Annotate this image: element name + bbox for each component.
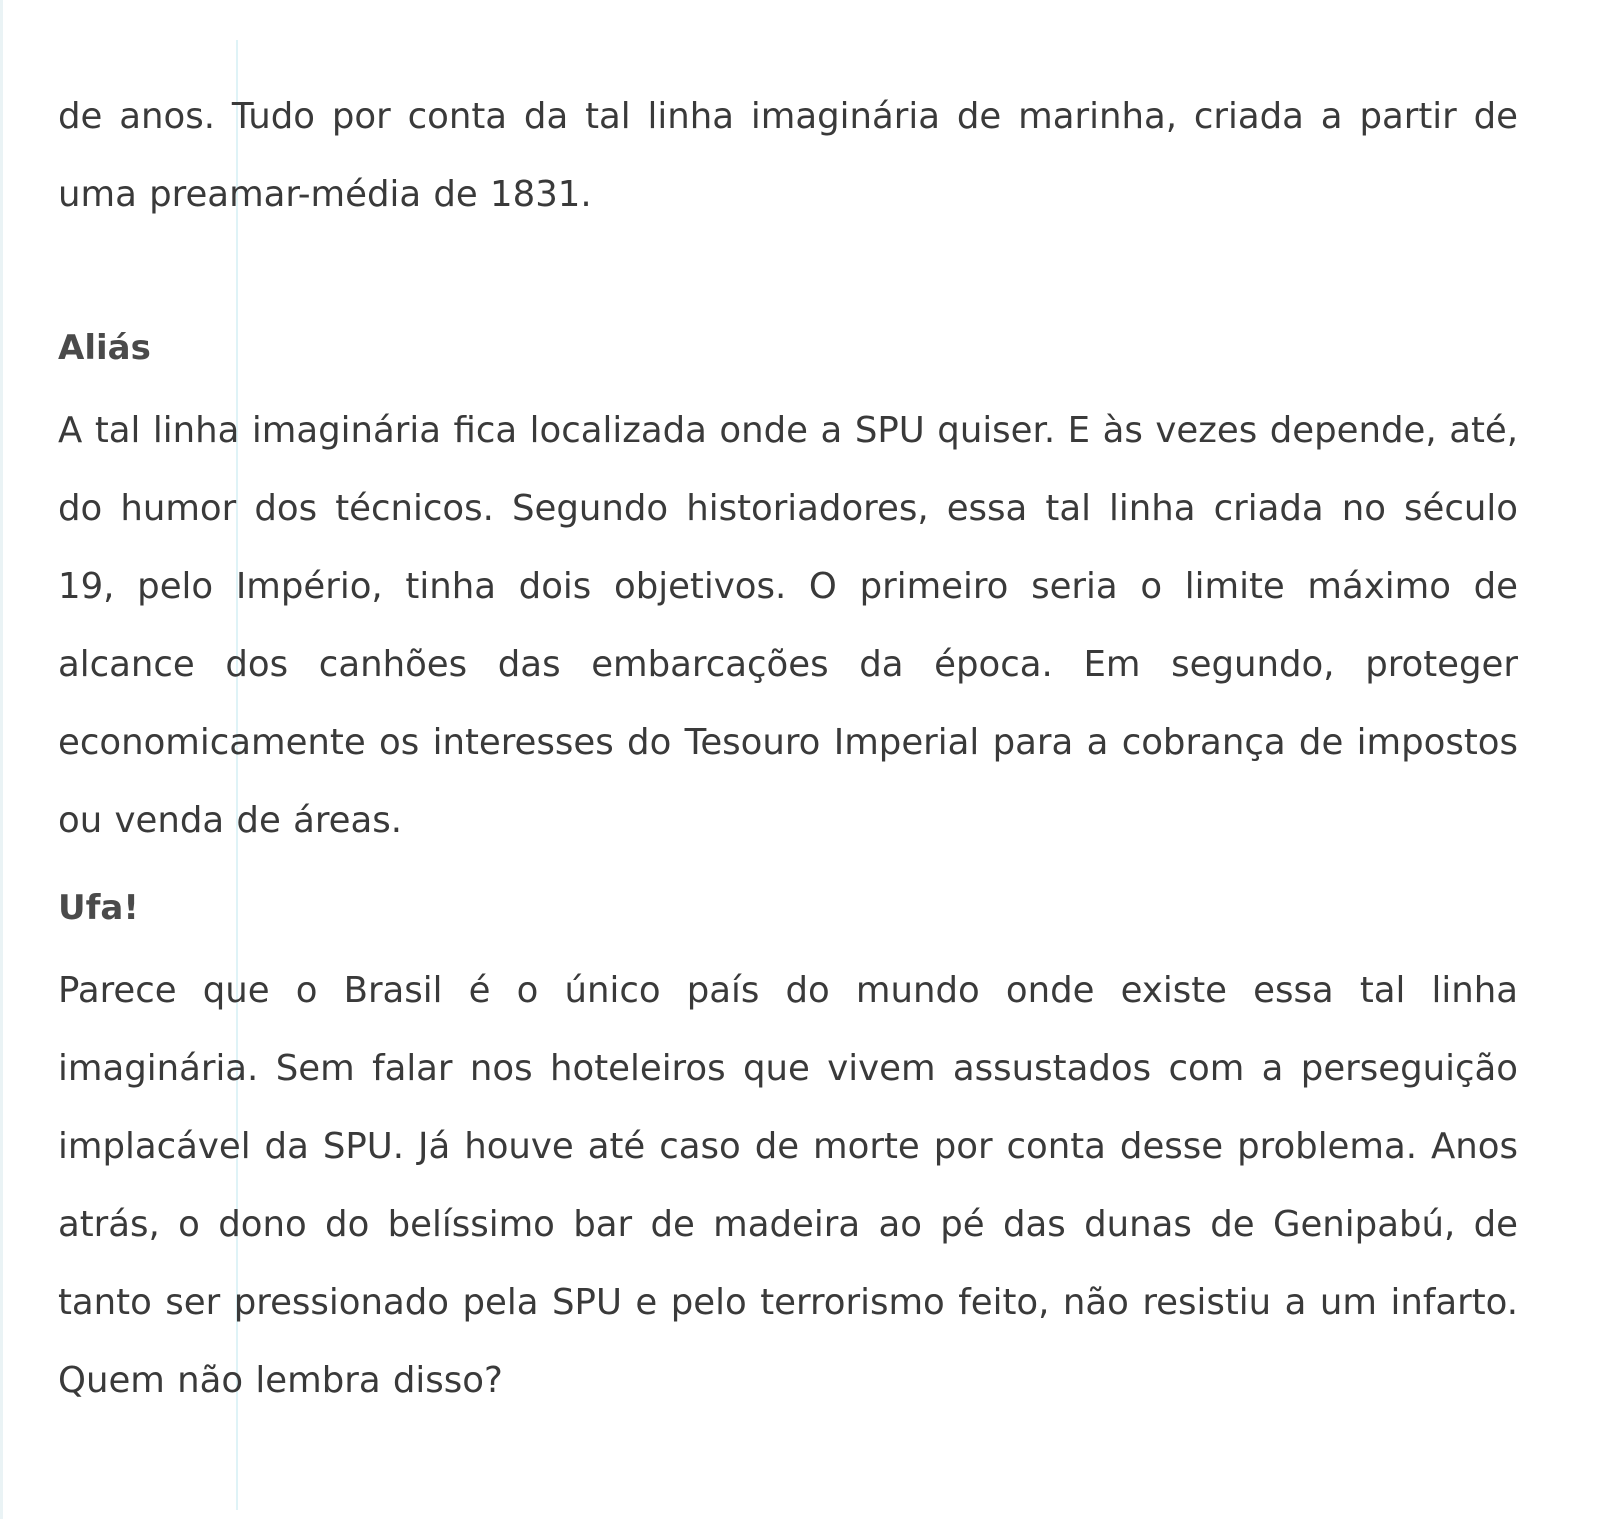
section-heading-ufa: Ufa! bbox=[58, 888, 139, 928]
intro-paragraph: de anos. Tudo por conta da tal linha imaginária de marinha, criada a partir de uma preamar-média de 1831. bbox=[58, 96, 1518, 215]
scan-edge bbox=[0, 0, 3, 1519]
section-heading-alias: Aliás bbox=[58, 328, 151, 368]
section-body-alias: A tal linha imaginária fica localizada onde a SPU quiser. E às vezes depende, até, do humor dos técnicos. Segundo historiadores, essa tal linha criada no século 19, pelo Império, tinha dois objetivos. O primeiro seria o limite máximo de alcance dos canhões das embarcações da época. Em segundo, proteger economicamente os interesses do Tesouro Imperial para a cobrança de impostos ou venda de áreas. bbox=[58, 410, 1518, 841]
section-body-ufa: Parece que o Brasil é o único país do mundo onde existe essa tal linha imaginária. Sem falar nos hoteleiros que vivem assustados com a perseguição implacável da SPU. Já houve até caso de morte por conta desse problema. Anos atrás, o dono do belíssimo bar de madeira ao pé das dunas de Genipabú, de tanto ser pressionado pela SPU e pelo terrorismo feito, não resistiu a um infarto. Quem não lembra disso? bbox=[58, 970, 1518, 1401]
